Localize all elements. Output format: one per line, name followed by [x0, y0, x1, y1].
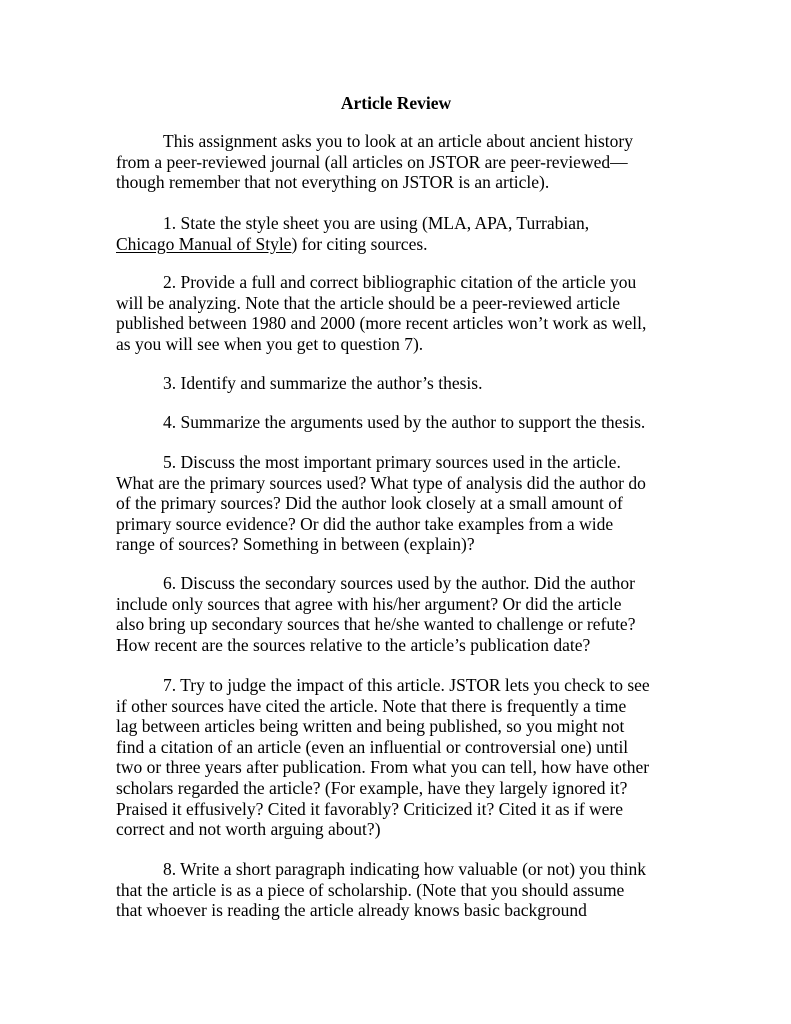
question-2 — [116, 272, 676, 354]
text-fragment: ) for citing sources. — [291, 233, 428, 254]
question-3 — [116, 373, 676, 394]
text-line: range of sources? Something in between (explain)? — [116, 534, 475, 555]
text-line: include only sources that agree with his/her argument? Or did the article — [116, 593, 622, 614]
question-7 — [116, 675, 676, 840]
question-8 — [116, 859, 676, 921]
question-4 — [116, 412, 676, 433]
text-line: if other sources have cited the article. Note that there is frequently a time — [116, 695, 627, 716]
question-6 — [116, 573, 676, 655]
text-line: of the primary sources? Did the author look closely at a small amount of — [116, 493, 623, 514]
text-line: as you will see when you get to question 7). — [116, 333, 424, 354]
text-line: primary source evidence? Or did the author take examples from a wide — [116, 513, 614, 534]
intro-paragraph — [116, 131, 676, 193]
text-line: 4. Summarize the arguments used by the author to support the thesis. — [163, 412, 646, 432]
text-line: How recent are the sources relative to the article’s publication date? — [116, 634, 591, 655]
text-line: correct and not worth arguing about?) — [116, 819, 381, 840]
text-line: 3. Identify and summarize the author’s thesis. — [163, 373, 483, 393]
text-line: also bring up secondary sources that he/she wanted to challenge or refute? — [116, 614, 636, 635]
document-title: Article Review — [340, 93, 452, 113]
text-line: This assignment asks you to look at an article about ancient history — [163, 131, 633, 151]
text-line: find a citation of an article (even an influential or controversial one) until — [116, 736, 629, 757]
underlined-title: Chicago Manual of Style — [116, 233, 292, 254]
text-line: though remember that not everything on JSTOR is an article). — [116, 172, 550, 193]
text-line: scholars regarded the article? (For example, have they largely ignored it? — [116, 777, 628, 798]
text-line: from a peer-reviewed journal (all articles on JSTOR are peer-reviewed— — [116, 151, 628, 172]
text-line — [116, 234, 676, 255]
question-1 — [116, 213, 676, 254]
text-line: will be analyzing. Note that the article should be a peer-reviewed article — [116, 292, 621, 313]
text-line: lag between articles being written and being published, so you might not — [116, 716, 625, 737]
text-line: that whoever is reading the article already knows basic background — [116, 900, 587, 921]
text-line: 2. Provide a full and correct bibliographic citation of the article you — [163, 272, 637, 292]
text-line: 7. Try to judge the impact of this article. JSTOR lets you check to see — [163, 675, 650, 695]
text-line: Praised it effusively? Cited it favorably? Criticized it? Cited it as if were — [116, 798, 624, 819]
text-line: 8. Write a short paragraph indicating how valuable (or not) you think — [163, 859, 647, 879]
text-line: 5. Discuss the most important primary sources used in the article. — [163, 452, 621, 472]
text-line: published between 1980 and 2000 (more recent articles won’t work as well, — [116, 313, 647, 334]
question-5 — [116, 452, 676, 555]
text-line: What are the primary sources used? What type of analysis did the author do — [116, 472, 646, 493]
text-line: 1. State the style sheet you are using (MLA, APA, Turrabian, — [163, 213, 590, 233]
text-line: two or three years after publication. From what you can tell, how have other — [116, 757, 650, 778]
text-line: 6. Discuss the secondary sources used by the author. Did the author — [163, 573, 635, 593]
text-line: that the article is as a piece of scholarship. (Note that you should assume — [116, 879, 625, 900]
